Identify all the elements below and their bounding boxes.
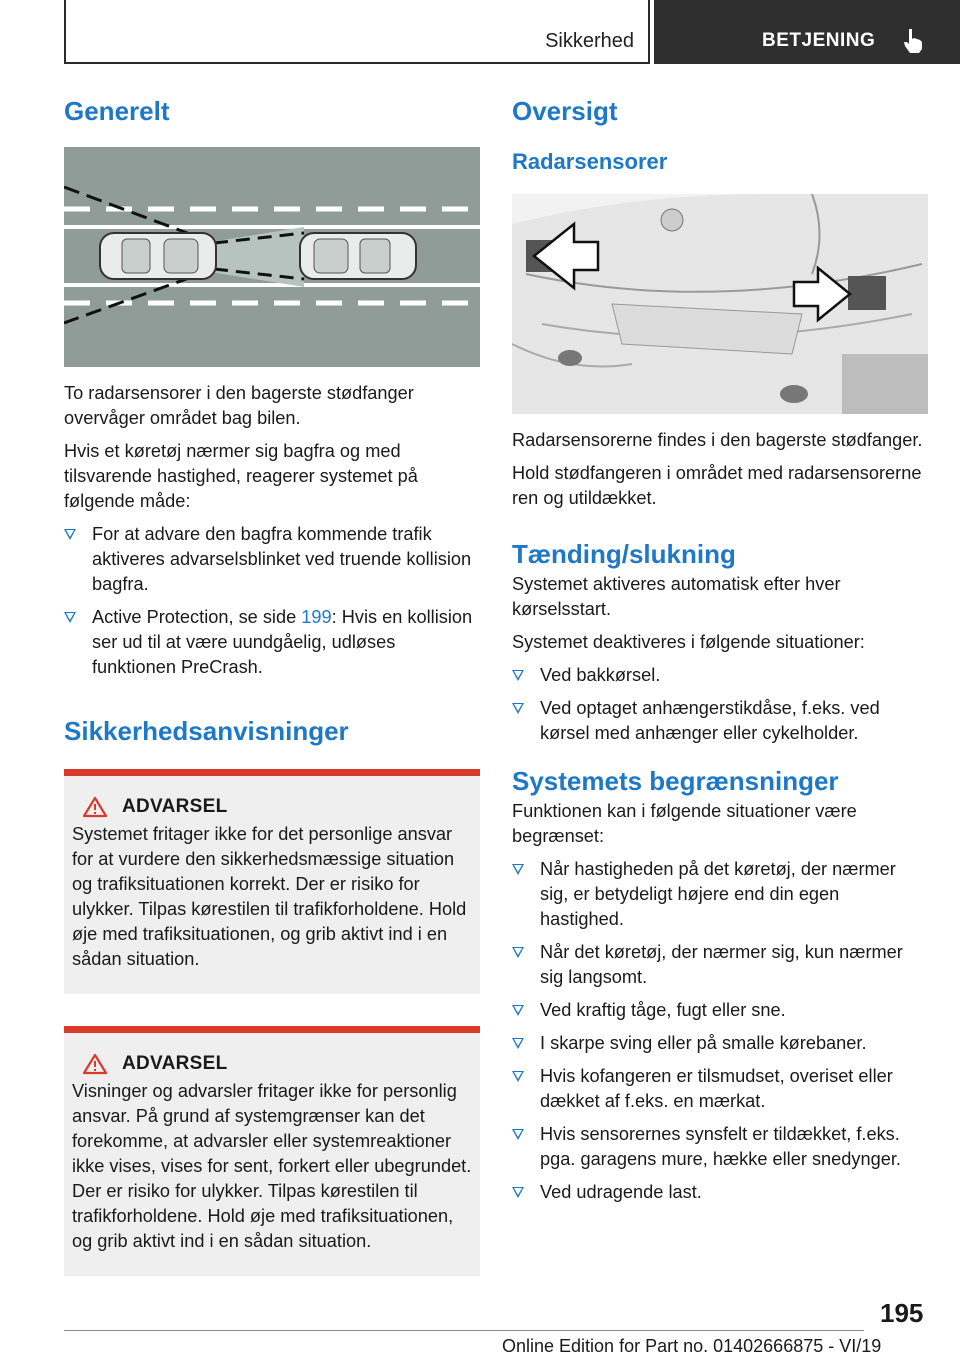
bullet-list-limitations xyxy=(512,857,928,1205)
list-item: Hvis sensorernes synsfelt er tildækket, f.eks. pga. garagens mure, hække eller snedynger. xyxy=(512,1122,928,1172)
header-chapter-tab xyxy=(654,0,960,64)
heading-systemets-begraensninger: Systemets begrænsninger xyxy=(512,765,839,796)
footer-edition: Online Edition for Part no. 01402666875 - VI/19 xyxy=(502,1336,882,1356)
heading-oversigt: Oversigt xyxy=(512,96,618,126)
triangle-bullet-icon xyxy=(512,670,524,681)
paragraph-deactivate: Systemet deaktiveres i følgende situationer: xyxy=(512,631,865,652)
header-section-title: Sikkerhed xyxy=(545,30,634,52)
rear-bumper-illustration xyxy=(512,194,928,414)
paragraph-radar-location: Radarsensorerne findes i den bagerste stødfanger. xyxy=(512,429,923,450)
triangle-bullet-icon xyxy=(64,529,76,540)
list-item: Ved optaget anhængerstikdåse, f.eks. ved kørsel med anhænger eller cykelholder. xyxy=(512,696,928,746)
bullet-list-reactions xyxy=(64,522,480,680)
warning-box-1 xyxy=(64,769,480,994)
footer-divider xyxy=(64,1330,864,1331)
warning-box-2 xyxy=(64,1026,480,1276)
triangle-bullet-icon xyxy=(512,1005,524,1016)
left-column xyxy=(64,96,480,1276)
list-item: Ved udragende last. xyxy=(512,1180,928,1205)
heading-sikkerhedsanvisninger: Sikkerhedsanvisninger xyxy=(64,716,349,747)
warning-text: Systemet fritager ikke for det personlige ansvar for at vurdere den sikkerhedsmæssige situation og trafiksituationen korrekt. Der er risiko for ulykker. Tilpas kørestilen til trafikforholdene. Hold øje med trafiksituationen, og grib aktivt ind i en sådan situation. xyxy=(72,824,467,970)
list-item: I skarpe sving eller på smalle kørebaner. xyxy=(512,1031,928,1056)
list-item: Ved bakkørsel. xyxy=(512,663,928,688)
paragraph-intro: To radarsensorer i den bagerste stødfanger overvåger området bag bilen. xyxy=(64,383,414,429)
paragraph-behaviour: Hvis et køretøj nærmer sig bagfra og med tilsvarende hastighed, reagerer systemet på følgende måde: xyxy=(64,441,418,512)
warning-text: Visninger og advarsler fritager ikke for personlig ansvar. På grund af systemgrænser kan det forekomme, at advarsler eller systemreaktioner ikke vises, vises for sent, forkert eller ubegrundet. Der er risiko for ulykker. Tilpas kørestilen til trafikforholdene. Hold øje med trafiksituationen, og grib aktivt ind i en sådan situation. xyxy=(72,1081,472,1252)
triangle-bullet-icon xyxy=(512,1187,524,1198)
heading-taending-slukning: Tænding/slukning xyxy=(512,538,736,569)
paragraph-limitations: Funktionen kan i følgende situationer være begrænset: xyxy=(512,800,857,846)
bullet-list-deactivation xyxy=(512,663,928,746)
pointing-hand-icon xyxy=(900,27,926,55)
heading-generelt: Generelt xyxy=(64,96,170,126)
page-number: 195 xyxy=(880,1298,924,1328)
triangle-bullet-icon xyxy=(512,947,524,958)
triangle-bullet-icon xyxy=(512,703,524,714)
subheading-radarsensorer: Radarsensorer xyxy=(512,149,668,175)
warning-title: ADVARSEL xyxy=(122,1053,228,1075)
figure-rear-bumper xyxy=(512,194,928,414)
list-item: Når hastigheden på det køretøj, der nærmer sig, er betydeligt højere end din egen hastighed. xyxy=(512,857,928,932)
warning-triangle-icon xyxy=(82,1053,108,1075)
triangle-bullet-icon xyxy=(512,864,524,875)
paragraph-radar-clean: Hold stødfangeren i området med radarsensorerne ren og utildækket. xyxy=(512,462,922,508)
list-item: Active Protection, se side 199: Hvis en kollision ser ud til at være uundgåelig, udløses funktionen PreCrash. xyxy=(64,605,480,680)
header-section-box xyxy=(64,0,650,64)
list-item: For at advare den bagfra kommende trafik aktiveres advarselsblinket ved truende kollision bagfra. xyxy=(64,522,480,597)
paragraph-auto-activate: Systemet aktiveres automatisk efter hver kørselsstart. xyxy=(512,573,841,619)
header-chapter-title: BETJENING xyxy=(762,30,876,51)
list-item: Ved kraftig tåge, fugt eller sne. xyxy=(512,998,928,1023)
triangle-bullet-icon xyxy=(64,612,76,623)
triangle-bullet-icon xyxy=(512,1071,524,1082)
warning-title: ADVARSEL xyxy=(122,796,228,818)
right-column xyxy=(512,96,928,1205)
triangle-bullet-icon xyxy=(512,1038,524,1049)
page-link-199[interactable]: 199 xyxy=(301,607,332,628)
triangle-bullet-icon xyxy=(512,1129,524,1140)
list-item: Når det køretøj, der nærmer sig, kun nærmer sig langsomt. xyxy=(512,940,928,990)
list-item: Hvis kofangeren er tilsmudset, overiset eller dækket af f.eks. en mærkat. xyxy=(512,1064,928,1114)
warning-triangle-icon xyxy=(82,796,108,818)
figure-lane-diagram xyxy=(64,147,480,367)
lane-diagram-illustration xyxy=(64,147,480,367)
